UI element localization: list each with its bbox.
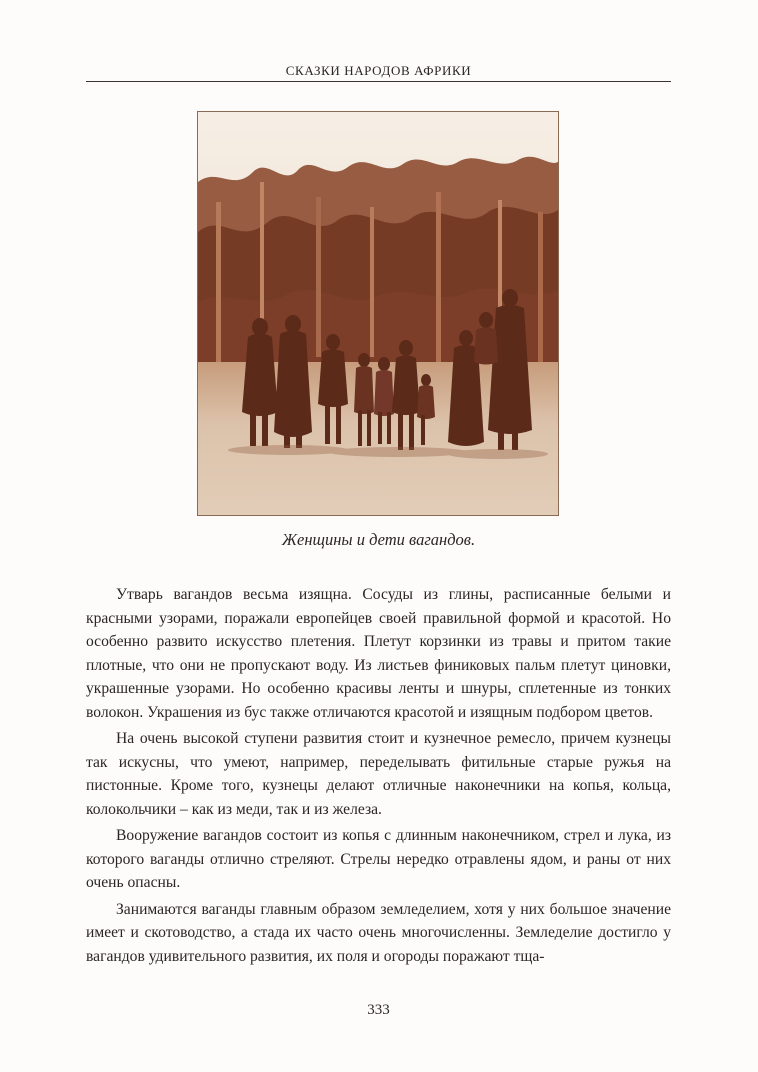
- running-head: СКАЗКИ НАРОДОВ АФРИКИ: [285, 63, 472, 78]
- body-text: [86, 583, 671, 971]
- figure-caption: Женщины и дети вагандов.: [281, 530, 476, 549]
- header-rule: [86, 81, 671, 82]
- paragraph: Утварь вагандов весьма изящна. Сосуды из глины, расписанные белыми и красными узорами, поражали европейцев своей правильной формой и красотой. Но особенно развито искусство плетения. Плетут корзинки из травы и притом такие плотные, что они не пропускают воду. Из листьев финиковых пальм плетут циновки, украшенные узорами. Но особенно красивы ленты и шнуры, сплетенные из тонких волокон. Украшения из бус также отличаются красотой и изящным подбором цветов.: [86, 586, 671, 721]
- paragraph: На очень высокой ступени развития стоит и кузнечное ремесло, причем кузнецы так искусны, что умеют, например, переделывать фитильные старые ружья на пистонные. Кроме того, кузнецы делают отличные наконечники на копья, кольца, колокольчики – как из меди, так и из железа.: [86, 730, 671, 818]
- paragraph: Вооружение вагандов состоит из копья с длинным наконечником, стрел и лука, из которого ваганды отлично стреляют. Стрелы нередко отравлены ядом, и раны от них очень опасны.: [86, 827, 671, 891]
- photograph-women-children: [197, 111, 559, 516]
- paragraph: Занимаются ваганды главным образом земледелием, хотя у них большое значение имеет и скотоводство, а стада их часто очень многочисленны. Земледелие достигло у вагандов удивительного развития, их поля и огороды поражают тща-: [86, 900, 671, 965]
- page-number: 333: [367, 1002, 390, 1018]
- photo-illustration: [198, 112, 558, 515]
